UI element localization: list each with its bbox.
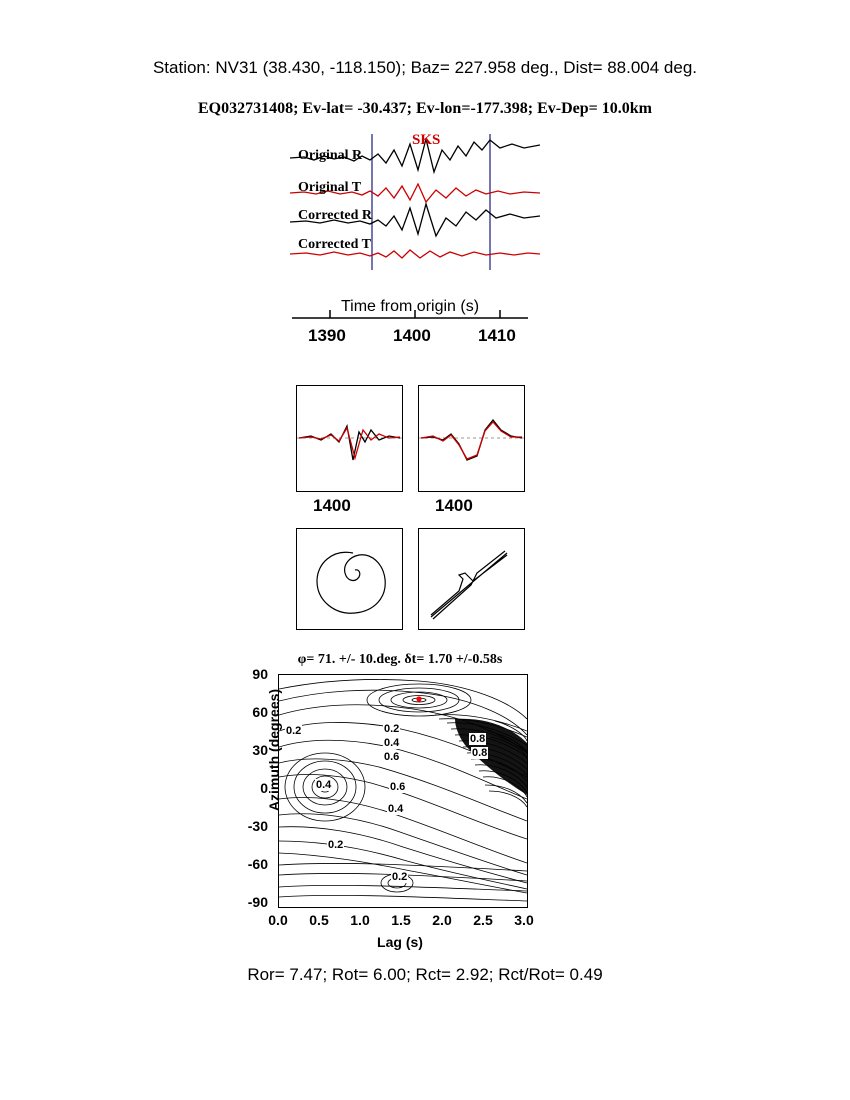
waveform-box-1-tick: 1400 [313, 496, 351, 515]
footer-stats: Ror= 7.47; Rot= 6.00; Rct= 2.92; Rct/Rot= 0.49 [247, 965, 603, 984]
contour-label-6: 0.8 [470, 733, 486, 745]
x-tick-30: 3.0 [514, 912, 534, 928]
best-fit-marker [416, 696, 421, 701]
y-tick-neg60: -60 [247, 856, 268, 872]
waveform-box-2-tick: 1400 [435, 496, 473, 515]
contour-axes [278, 674, 528, 908]
trace-label-original-r: Original R [298, 148, 363, 163]
trace-label-original-t: Original T [298, 180, 362, 195]
contour-label-0: 0.2 [286, 725, 302, 737]
contour-label-5: 0.6 [390, 781, 406, 793]
contour-title: φ= 71. +/- 10.deg. δt= 1.70 +/-0.58s [297, 652, 503, 667]
y-tick-0: 0 [260, 780, 268, 796]
contour-label-8: 0.4 [388, 803, 404, 815]
contour-y-axis-label: Azimuth (degrees) [266, 688, 282, 812]
trace-label-corrected-t: Corrected T [298, 237, 371, 252]
time-axis [290, 300, 530, 360]
y-tick-90: 90 [252, 666, 268, 682]
time-tick-1390: 1390 [308, 326, 346, 345]
particle-motion-uncorrected [296, 528, 403, 630]
contour-label-3: 0.4 [316, 779, 332, 791]
x-tick-00: 0.0 [268, 912, 288, 928]
x-tick-25: 2.5 [473, 912, 493, 928]
waveform-box-uncorrected [296, 385, 403, 492]
contour-label-2: 0.4 [384, 737, 400, 749]
phase-label-sks: SKS [412, 132, 441, 148]
y-tick-neg90: -90 [247, 894, 268, 910]
time-tick-1400: 1400 [393, 326, 431, 345]
x-tick-05: 0.5 [309, 912, 329, 928]
event-header-line: EQ032731408; Ev-lat= -30.437; Ev-lon=-177.398; Ev-Dep= 10.0km [197, 100, 652, 117]
contour-x-axis-label: Lag (s) [377, 934, 423, 950]
time-tick-1410: 1410 [478, 326, 516, 345]
y-tick-60: 60 [252, 704, 268, 720]
x-tick-20: 2.0 [432, 912, 452, 928]
contour-plot [247, 652, 550, 950]
contour-label-1: 0.2 [384, 723, 400, 735]
contour-label-9: 0.2 [328, 839, 344, 851]
contour-label-7: 0.8 [472, 747, 488, 759]
y-tick-30: 30 [252, 742, 268, 758]
time-axis-title: Time from origin (s) [340, 298, 480, 315]
seismogram-panel [290, 130, 540, 290]
trace-label-corrected-r: Corrected R [298, 208, 372, 223]
particle-motion-corrected [418, 528, 525, 630]
station-header-line: Station: NV31 (38.430, -118.150); Baz= 227.958 deg., Dist= 88.004 deg. [152, 58, 698, 77]
waveform-box-corrected [418, 385, 525, 492]
x-tick-15: 1.5 [391, 912, 411, 928]
y-tick-neg30: -30 [247, 818, 268, 834]
contour-label-10: 0.2 [392, 871, 408, 883]
contour-label-4: 0.6 [384, 751, 400, 763]
x-tick-10: 1.0 [350, 912, 370, 928]
